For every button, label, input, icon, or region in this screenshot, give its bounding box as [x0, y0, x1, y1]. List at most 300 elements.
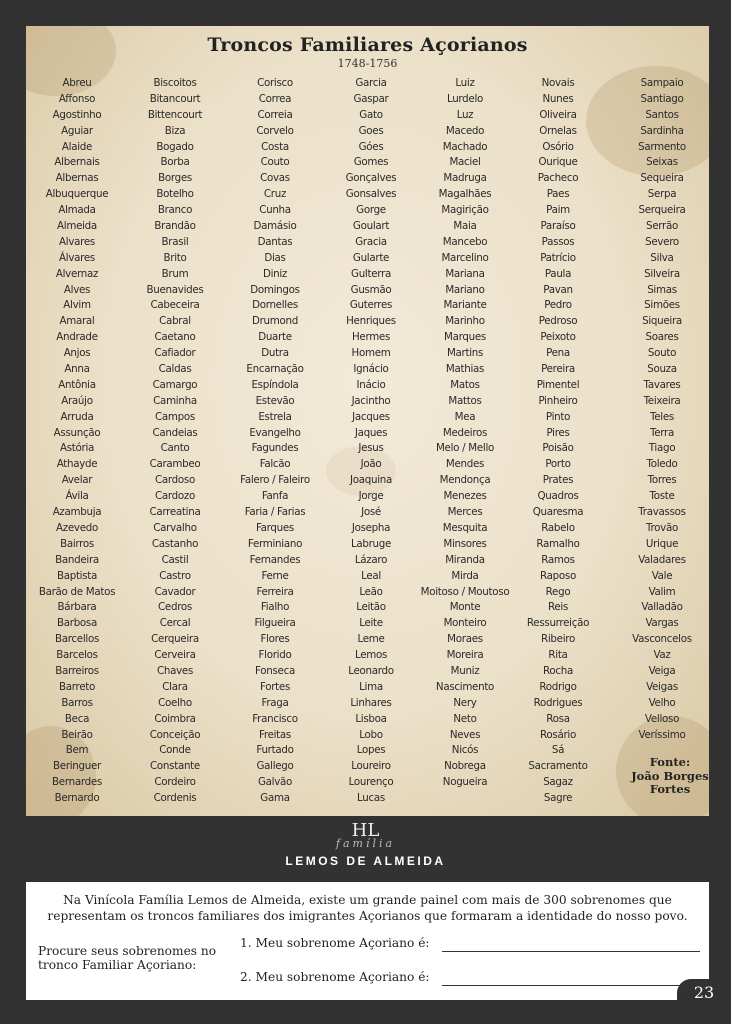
- surname-column: [415, 76, 515, 791]
- surname-item: Fortes: [259, 680, 291, 693]
- surname-item: Oliveira: [539, 108, 577, 121]
- surname-item: Correia: [257, 108, 293, 121]
- surname-item: Sagre: [543, 792, 573, 805]
- surname-item: Coimbra: [154, 712, 196, 725]
- surname-item: Homem: [351, 347, 391, 360]
- surname-item: Estrela: [258, 410, 292, 423]
- surname-column: [225, 76, 325, 807]
- surname-item: Bogado: [156, 140, 194, 153]
- surname-item: Nogueira: [442, 776, 488, 789]
- surname-item: Gulterra: [351, 267, 391, 280]
- surname-item: Pimentel: [536, 378, 580, 391]
- surname-item: Loureiro: [351, 760, 391, 773]
- surname-item: Santiago: [640, 92, 684, 105]
- source-credit: [622, 756, 709, 797]
- surname-item: Cunha: [259, 204, 291, 217]
- surname-item: Gallego: [256, 760, 294, 773]
- surname-item: Simões: [644, 299, 680, 312]
- surname-item: Pedro: [544, 299, 572, 312]
- surname-item: Paula: [544, 267, 572, 280]
- surname-item: Fraga: [261, 696, 289, 709]
- surname-item: Góes: [358, 140, 384, 153]
- surname-item: Cabeceira: [150, 299, 200, 312]
- surname-item: Goes: [358, 124, 384, 137]
- surname-item: Pinheiro: [538, 394, 578, 407]
- surname-item: Vasconcelos: [632, 633, 692, 646]
- surname-item: Dantas: [257, 235, 293, 248]
- surname-item: Vargas: [645, 617, 679, 630]
- surname-item: Leite: [359, 617, 383, 630]
- surname-item: Nobrega: [444, 760, 486, 773]
- surname-item: Valladão: [641, 601, 683, 614]
- surname-item: João: [360, 458, 382, 471]
- surname-item: Ourique: [538, 156, 578, 169]
- surname-item: Sequeira: [640, 172, 684, 185]
- surname-item: Soares: [645, 331, 679, 344]
- surname-item: Neves: [449, 728, 481, 741]
- surname-item: Bárbara: [57, 601, 97, 614]
- surname-item: Mendonça: [439, 474, 491, 487]
- surname-item: Inácio: [356, 378, 386, 391]
- surname-item: Madruga: [443, 172, 487, 185]
- surname-item: Mancebo: [442, 235, 488, 248]
- surname-item: Nicós: [451, 744, 479, 757]
- surname-item: Bairros: [60, 537, 94, 550]
- surname-item: Arruda: [60, 410, 94, 423]
- surname-item: Luiz: [455, 77, 475, 89]
- surname-item: Nery: [453, 696, 477, 709]
- surname-item: Quadros: [537, 490, 579, 503]
- surname-item: Goulart: [352, 220, 390, 233]
- surname-item: Domingos: [250, 283, 300, 296]
- surname-column: [27, 76, 127, 807]
- surname-item: Menezes: [443, 490, 487, 503]
- surname-item: Serrão: [646, 220, 678, 233]
- prompt-text: Procure seus sobrenomes no tronco Familiar Açoriano:: [38, 944, 217, 972]
- surname-item: Patrício: [540, 251, 576, 264]
- surname-item: Melo / Mello: [435, 442, 495, 455]
- surname-item: Vaz: [653, 649, 671, 662]
- surname-item: Martins: [446, 347, 484, 360]
- surname-item: Barreto: [58, 680, 95, 693]
- surname-item: Lemos: [354, 649, 388, 662]
- surname-item: Filgueira: [254, 617, 296, 630]
- surname-item: Sagaz: [543, 776, 573, 789]
- surname-item: Valadares: [638, 553, 686, 566]
- surname-item: Castanho: [151, 537, 199, 550]
- surname-item: Rodrigo: [539, 680, 577, 693]
- surname-item: Machado: [442, 140, 488, 153]
- surname-item: Albuquerque: [45, 188, 109, 201]
- surname-item: Duarte: [258, 331, 292, 344]
- intro-text: Na Vinícola Família Lemos de Almeida, existe um grande painel com mais de 300 sobrenomes que representam os troncos familiares dos imigrantes Açorianos que formaram a identidade do nosso povo.: [47, 893, 688, 923]
- surname-item: Fernandes: [249, 553, 301, 566]
- surname-item: Marcelino: [441, 251, 489, 264]
- surname-field-1-line[interactable]: [442, 937, 700, 952]
- surname-item: Álvares: [59, 251, 95, 264]
- surname-item: Alvim: [63, 299, 91, 312]
- surname-item: Quaresma: [532, 506, 584, 519]
- surname-item: Ribeiro: [541, 633, 575, 646]
- surname-item: Conde: [159, 744, 191, 757]
- surname-item: Urique: [645, 537, 679, 550]
- source-author-line1: João Borges: [631, 768, 709, 783]
- surname-item: Toledo: [646, 458, 678, 471]
- surname-item: Rita: [548, 649, 568, 662]
- surname-item: Siqueira: [642, 315, 682, 328]
- surname-item: Amaral: [59, 315, 95, 328]
- surname-item: Torres: [647, 474, 677, 487]
- surname-item: Freitas: [259, 728, 291, 741]
- surname-item: Encarnação: [246, 363, 304, 376]
- surname-item: Silveira: [644, 267, 680, 280]
- surname-item: Mirda: [451, 569, 479, 582]
- surname-item: Andrade: [56, 331, 98, 344]
- surname-item: Magalhães: [438, 188, 492, 201]
- surname-item: Terra: [650, 426, 674, 439]
- surname-item: Pena: [546, 347, 570, 360]
- surname-item: Anjos: [63, 347, 91, 360]
- surname-item: Gonsalves: [345, 188, 397, 201]
- surname-item: Candeias: [152, 426, 198, 439]
- surname-item: Francisco: [252, 712, 298, 725]
- surname-item: Simas: [647, 283, 677, 296]
- surname-item: Linhares: [350, 696, 392, 709]
- surname-columns: [26, 76, 709, 806]
- surname-item: Gularte: [352, 251, 390, 264]
- surname-item: Branco: [157, 204, 193, 217]
- surname-item: Medeiros: [442, 426, 488, 439]
- surname-item: Rodrigues: [533, 696, 583, 709]
- surname-item: Garcia: [355, 77, 387, 89]
- surname-item: Nascimento: [435, 680, 495, 693]
- surname-item: Moraes: [447, 633, 483, 646]
- activity-box: [26, 882, 709, 1000]
- surname-item: Mariano: [445, 283, 485, 296]
- surname-item: Carreatina: [149, 506, 201, 519]
- surname-item: Paes: [546, 188, 570, 201]
- surname-item: Avelar: [61, 474, 93, 487]
- surname-item: Pereira: [541, 363, 575, 376]
- surname-item: Mariana: [445, 267, 485, 280]
- surname-item: Coelho: [158, 696, 192, 709]
- surname-item: Seixas: [646, 156, 678, 169]
- surname-item: Leitão: [356, 601, 386, 614]
- surname-item: Sá: [551, 744, 565, 757]
- surname-item: Mattos: [448, 394, 482, 407]
- surname-item: Flores: [260, 633, 290, 646]
- surname-item: Falcão: [259, 458, 291, 471]
- surname-item: Dias: [264, 251, 286, 264]
- surname-item: Dutra: [261, 347, 289, 360]
- surname-item: Moitoso / Moutoso: [420, 585, 510, 598]
- surname-item: Matos: [450, 378, 480, 391]
- surname-item: Barcellos: [54, 633, 100, 646]
- surname-item: Magirição: [441, 204, 489, 217]
- surname-item: Brum: [161, 267, 189, 280]
- surname-item: Athayde: [56, 458, 98, 471]
- surname-item: Castro: [159, 569, 191, 582]
- surname-item: Barreiros: [55, 664, 99, 677]
- surname-item: Cerqueira: [151, 633, 199, 646]
- surname-item: Monte: [449, 601, 481, 614]
- surname-item: Alvares: [59, 235, 95, 248]
- surname-item: Brandão: [154, 220, 196, 233]
- surname-item: Beca: [64, 712, 90, 725]
- surname-item: Lisboa: [355, 712, 387, 725]
- surname-item: Baptista: [56, 569, 98, 582]
- surname-field-2-line[interactable]: [442, 971, 700, 986]
- surname-item: Drumond: [252, 315, 298, 328]
- surname-item: Correa: [258, 92, 292, 105]
- surname-item: Miranda: [445, 553, 485, 566]
- surname-item: Velloso: [644, 712, 680, 725]
- surname-item: Caldas: [158, 363, 192, 376]
- surname-item: Constante: [150, 760, 200, 773]
- surname-item: Mesquita: [442, 521, 488, 534]
- surname-item: Ávila: [65, 490, 89, 503]
- surname-item: Aguiar: [61, 124, 93, 137]
- surname-item: Gusmão: [350, 283, 392, 296]
- surname-field-2-label: 2. Meu sobrenome Açoriano é:: [240, 970, 430, 984]
- surname-item: José: [361, 506, 381, 519]
- surname-item: Farques: [255, 521, 294, 534]
- surname-item: Cordeiro: [154, 776, 196, 789]
- surname-item: Pinto: [545, 410, 571, 423]
- surname-item: Osório: [542, 140, 574, 153]
- surname-item: Lima: [359, 680, 383, 693]
- surname-item: Diniz: [262, 267, 288, 280]
- surname-item: Lurdelo: [446, 92, 484, 105]
- surname-item: Barbosa: [56, 617, 98, 630]
- surname-item: Falero / Faleiro: [240, 474, 310, 487]
- surname-column: [612, 76, 709, 743]
- surname-item: Gonçalves: [345, 172, 397, 185]
- surname-item: Serqueira: [638, 204, 686, 217]
- surname-item: Prates: [542, 474, 574, 487]
- surname-item: Cardozo: [155, 490, 195, 503]
- surname-field-1[interactable]: [240, 936, 700, 954]
- surname-item: Gaspar: [353, 92, 389, 105]
- surname-item: Gorge: [356, 204, 386, 217]
- surname-item: Borges: [158, 172, 192, 185]
- surname-item: Jorge: [358, 490, 384, 503]
- surname-item: Nunes: [542, 92, 574, 105]
- surname-item: Sarmento: [638, 140, 686, 153]
- surname-item: Poisão: [542, 442, 574, 455]
- surname-item: Jaques: [354, 426, 388, 439]
- surname-item: Barcelos: [56, 649, 98, 662]
- surname-item: Neto: [453, 712, 477, 725]
- surname-field-1-label: 1. Meu sobrenome Açoriano é:: [240, 936, 430, 950]
- surname-item: Santos: [645, 108, 679, 121]
- surname-item: Camargo: [152, 378, 198, 391]
- parchment-panel: [26, 26, 709, 816]
- surname-item: Teixeira: [643, 394, 681, 407]
- surname-item: Carambeo: [149, 458, 201, 471]
- surname-item: Lopes: [356, 744, 386, 757]
- surname-item: Lucas: [357, 792, 385, 805]
- surname-item: Severo: [645, 235, 679, 248]
- surname-item: Ressurreição: [526, 617, 590, 630]
- surname-item: Moreira: [446, 649, 484, 662]
- surname-item: Rabelo: [541, 521, 575, 534]
- surname-item: Azambuja: [52, 506, 102, 519]
- brand-logo: [0, 822, 731, 868]
- surname-item: Labruge: [350, 537, 392, 550]
- surname-item: Hermes: [351, 331, 391, 344]
- surname-item: Covas: [260, 172, 290, 185]
- surname-item: Barão de Matos: [38, 585, 116, 598]
- surname-item: Agostinho: [52, 108, 102, 121]
- surname-item: Rego: [545, 585, 571, 598]
- surname-item: Maciel: [449, 156, 481, 169]
- logo-monogram: HL: [351, 820, 380, 841]
- surname-item: Ramos: [541, 553, 575, 566]
- surname-item: Ignácio: [353, 363, 389, 376]
- surname-item: Astória: [59, 442, 95, 455]
- surname-item: Bitancourt: [149, 92, 201, 105]
- logo-brand-name: LEMOS DE ALMEIDA: [285, 854, 446, 868]
- surname-item: Biscoitos: [153, 77, 197, 89]
- page-subtitle: 1748-1756: [337, 57, 398, 70]
- surname-item: Beirão: [61, 728, 93, 741]
- surname-item: Fonseca: [255, 664, 295, 677]
- surname-item: Joaquina: [349, 474, 392, 487]
- surname-item: Passos: [541, 235, 575, 248]
- surname-item: Gracia: [355, 235, 387, 248]
- surname-item: Ferne: [261, 569, 289, 582]
- surname-item: Luz: [456, 108, 474, 121]
- page-title: Troncos Familiares Açorianos: [207, 34, 528, 56]
- surname-item: Caminha: [153, 394, 197, 407]
- surname-item: Estevão: [255, 394, 295, 407]
- surname-item: Costa: [261, 140, 289, 153]
- surname-item: Buenavides: [146, 283, 204, 296]
- surname-item: Guterres: [349, 299, 393, 312]
- surname-item: Fialho: [260, 601, 290, 614]
- surname-item: Chaves: [156, 664, 194, 677]
- surname-item: Toste: [649, 490, 675, 503]
- surname-item: Souto: [647, 347, 677, 360]
- surname-item: Macedo: [445, 124, 485, 137]
- surname-item: Rosário: [540, 728, 576, 741]
- surname-item: Pedroso: [538, 315, 578, 328]
- surname-item: Cruz: [263, 188, 287, 201]
- surname-item: Campos: [155, 410, 195, 423]
- surname-item: Florido: [258, 649, 292, 662]
- surname-item: Jacintho: [351, 394, 391, 407]
- surname-item: Gomes: [353, 156, 389, 169]
- surname-item: Henriques: [346, 315, 396, 328]
- surname-item: Cedros: [158, 601, 192, 614]
- source-label: Fonte:: [649, 755, 691, 769]
- surname-item: Conceição: [149, 728, 201, 741]
- surname-item: Reis: [547, 601, 569, 614]
- surname-item: Trovão: [646, 521, 678, 534]
- surname-item: Sardinha: [640, 124, 684, 137]
- surname-item: Ferreira: [256, 585, 294, 598]
- surname-item: Beringuer: [53, 760, 101, 773]
- surname-item: Silva: [650, 251, 674, 264]
- surname-item: Marques: [444, 331, 486, 344]
- surname-item: Veiga: [648, 664, 676, 677]
- surname-item: Leonardo: [348, 664, 394, 677]
- surname-item: Cerveira: [154, 649, 196, 662]
- surname-item: Canto: [160, 442, 190, 455]
- surname-item: Merces: [447, 506, 483, 519]
- surname-item: Lázaro: [354, 553, 388, 566]
- surname-item: Albernais: [54, 156, 100, 169]
- surname-item: Gama: [260, 792, 290, 805]
- surname-item: Pacheco: [537, 172, 579, 185]
- surname-item: Peixoto: [540, 331, 576, 344]
- surname-item: Mariante: [443, 299, 487, 312]
- surname-item: Brasil: [161, 235, 189, 248]
- surname-item: Albernas: [55, 172, 99, 185]
- surname-item: Souza: [647, 363, 677, 376]
- surname-item: Espíndola: [251, 378, 299, 391]
- surname-item: Couto: [260, 156, 290, 169]
- surname-item: Marinho: [445, 315, 485, 328]
- surname-item: Raposo: [540, 569, 576, 582]
- surname-item: Cercal: [159, 617, 191, 630]
- surname-item: Mea: [454, 410, 476, 423]
- surname-item: Cavador: [154, 585, 196, 598]
- surname-item: Alvernaz: [55, 267, 99, 280]
- surname-item: Affonso: [58, 92, 96, 105]
- surname-item: Clara: [162, 680, 188, 693]
- surname-item: Velho: [648, 696, 676, 709]
- surname-item: Travassos: [638, 506, 686, 519]
- surname-item: Azevedo: [56, 521, 98, 534]
- surname-field-2[interactable]: [240, 970, 700, 988]
- surname-item: Barros: [61, 696, 93, 709]
- surname-item: Ornelas: [539, 124, 577, 137]
- surname-item: Monteiro: [443, 617, 487, 630]
- surname-item: Leal: [361, 569, 381, 582]
- surname-item: Araújo: [61, 394, 93, 407]
- surname-item: Gato: [359, 108, 383, 121]
- surname-item: Damásio: [253, 220, 297, 233]
- surname-column: [321, 76, 421, 807]
- surname-item: Alaide: [61, 140, 93, 153]
- surname-item: Tiago: [648, 442, 676, 455]
- surname-item: Paim: [546, 204, 570, 217]
- surname-item: Sampaio: [640, 77, 684, 89]
- surname-item: Ramalho: [536, 537, 580, 550]
- surname-item: Faria / Farias: [244, 506, 306, 519]
- surname-item: Almeida: [57, 220, 97, 233]
- surname-item: Assunção: [53, 426, 101, 439]
- surname-item: Evangelho: [249, 426, 301, 439]
- surname-item: Jesus: [358, 442, 384, 455]
- surname-item: Rocha: [543, 664, 573, 677]
- surname-item: Muniz: [450, 664, 480, 677]
- surname-item: Vale: [651, 569, 673, 582]
- surname-item: Caetano: [154, 331, 196, 344]
- surname-item: Fanfa: [261, 490, 289, 503]
- surname-item: Bem: [65, 744, 89, 757]
- surname-item: Minsores: [443, 537, 487, 550]
- surname-item: Galvão: [257, 776, 293, 789]
- surname-item: Alves: [63, 283, 91, 296]
- surname-item: Abreu: [62, 77, 92, 89]
- surname-item: Antônia: [58, 378, 96, 391]
- surname-item: Serpa: [647, 188, 677, 201]
- surname-item: Biza: [164, 124, 186, 137]
- surname-item: Cordenis: [153, 792, 197, 805]
